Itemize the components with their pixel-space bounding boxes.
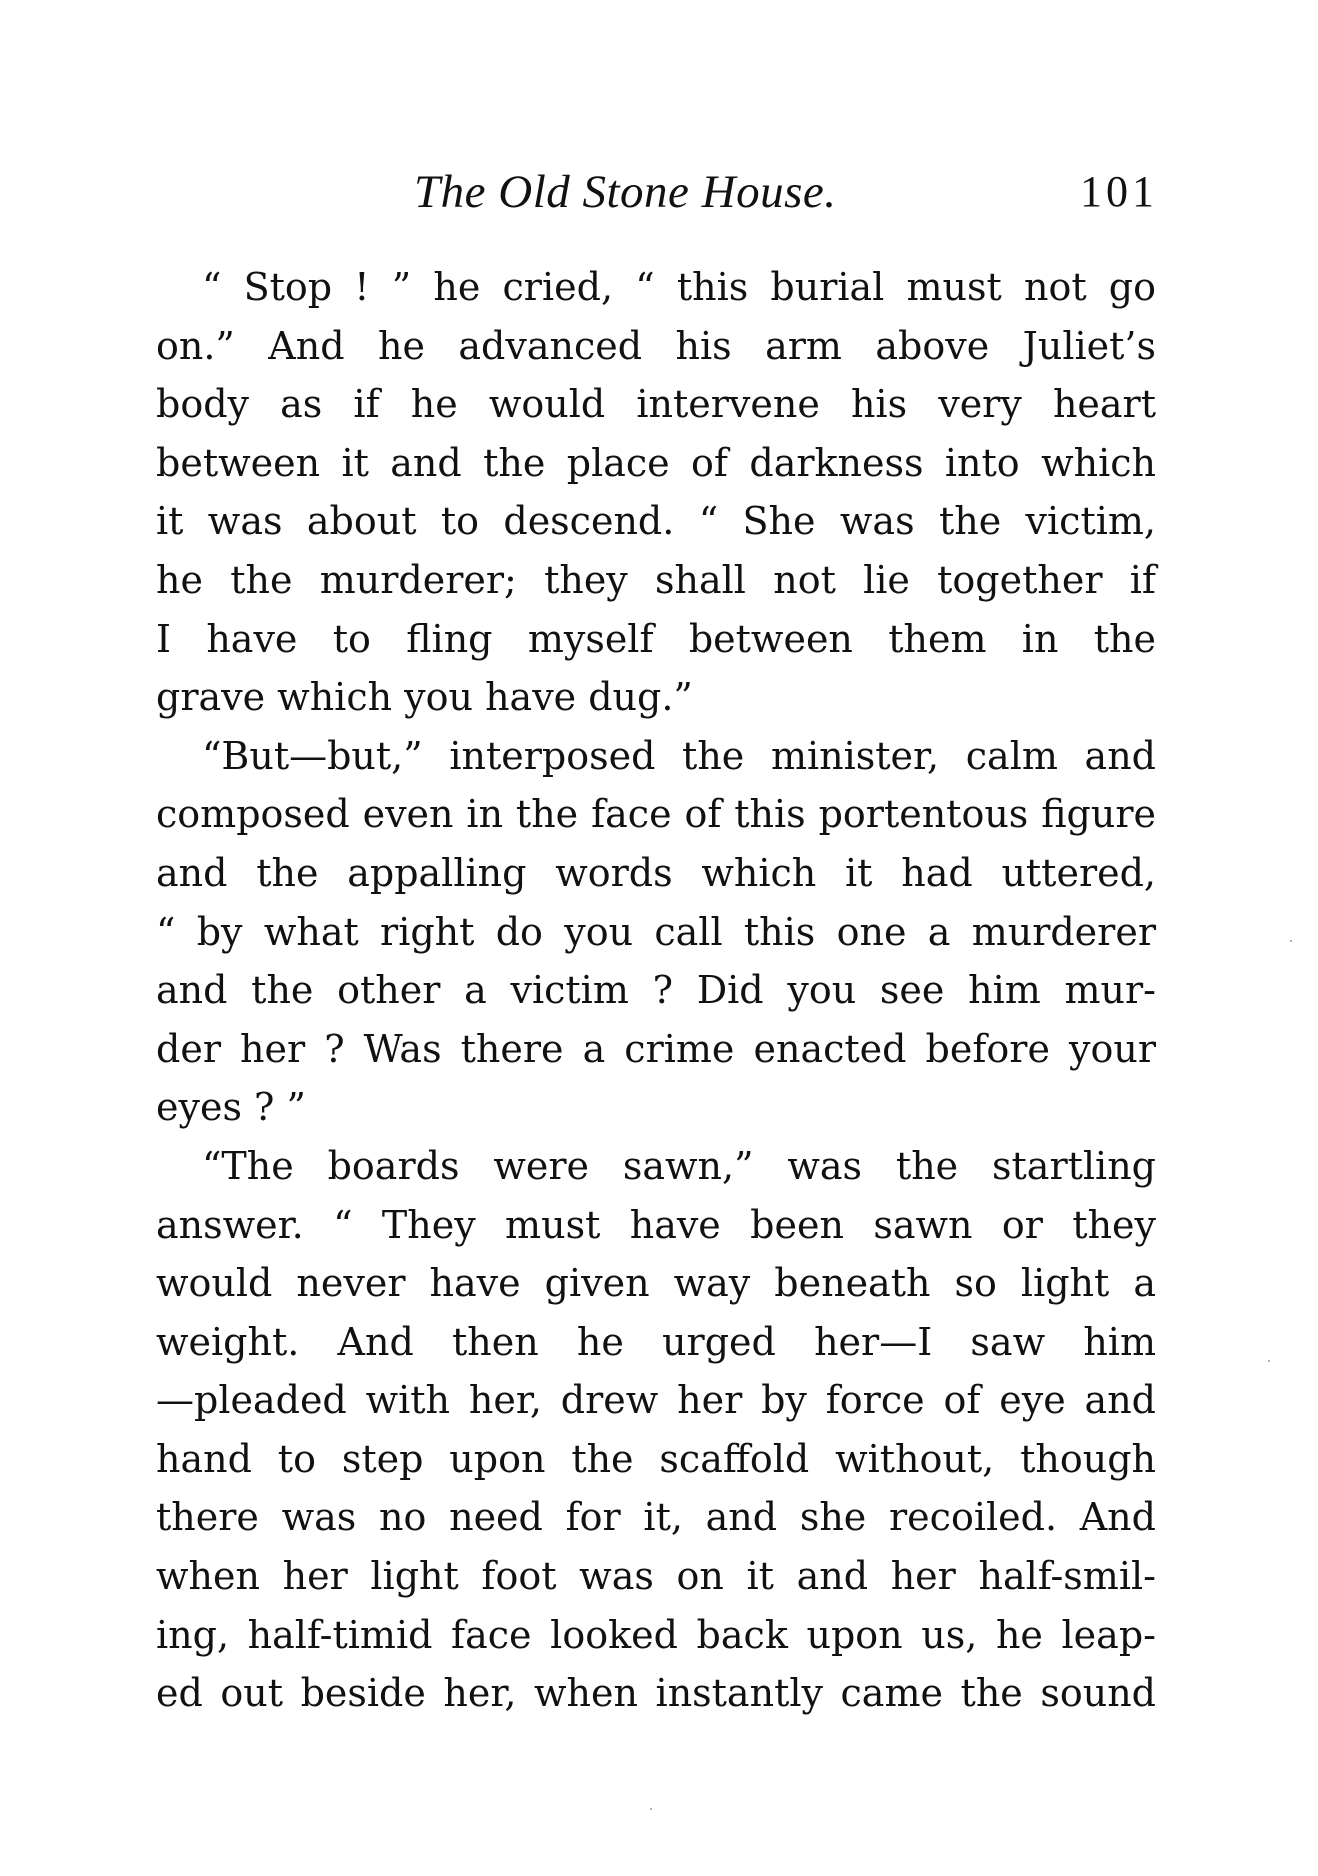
text-line: and the other a victim ? Did you see him mur- bbox=[156, 968, 1156, 1013]
text-line: there was no need for it, and she recoiled. And bbox=[156, 1495, 1156, 1540]
text-line: composed even in the face of this portentous figure bbox=[156, 792, 1156, 837]
text-line: “But—but,” interposed the minister, calm and bbox=[202, 733, 1156, 778]
text-line: “ Stop ! ” he cried, “ this burial must not go bbox=[202, 265, 1156, 309]
text-line: weight. And then he urged her—I saw him bbox=[156, 1319, 1156, 1364]
text-line: der her ? Was there a crime enacted before your bbox=[156, 1026, 1156, 1071]
text-line: he the murderer; they shall not lie together if bbox=[156, 557, 1156, 602]
text-line: answer. “ They must have been sawn or they bbox=[156, 1202, 1156, 1247]
text-line: it was about to descend. “ She was the victim, bbox=[156, 499, 1156, 544]
text-line: when her light foot was on it and her half-smil- bbox=[156, 1554, 1156, 1599]
page-number: 101 bbox=[1080, 167, 1158, 216]
paper-speck bbox=[650, 1808, 652, 1810]
text-line: ed out beside her, when instantly came the sound bbox=[156, 1671, 1156, 1716]
running-head bbox=[0, 162, 1318, 222]
text-line: “The boards were sawn,” was the startling bbox=[202, 1143, 1156, 1188]
text-line: hand to step upon the scaffold without, though bbox=[156, 1436, 1156, 1481]
text-line: “ by what right do you call this one a murderer bbox=[156, 909, 1156, 954]
text-line: on.” And he advanced his arm above Juliet’s bbox=[156, 323, 1156, 368]
text-line: body as if he would intervene his very heart bbox=[156, 382, 1156, 427]
text-line: and the appalling words which it had uttered, bbox=[156, 850, 1156, 895]
paper-speck bbox=[1290, 940, 1292, 942]
text-line: eyes ? ” bbox=[156, 1085, 306, 1130]
paper-speck bbox=[1268, 1360, 1270, 1362]
running-title: The Old Stone House. bbox=[414, 166, 837, 218]
text-line: —pleaded with her, drew her by force of eye and bbox=[156, 1378, 1156, 1423]
text-line: I have to fling myself between them in the bbox=[156, 616, 1156, 661]
text-line: would never have given way beneath so light a bbox=[156, 1261, 1156, 1306]
text-line: grave which you have dug.” bbox=[156, 675, 693, 720]
text-line: between it and the place of darkness into which bbox=[156, 440, 1156, 485]
text-line: ing, half-timid face looked back upon us, he leap- bbox=[156, 1612, 1156, 1657]
body-text bbox=[156, 258, 1156, 1723]
